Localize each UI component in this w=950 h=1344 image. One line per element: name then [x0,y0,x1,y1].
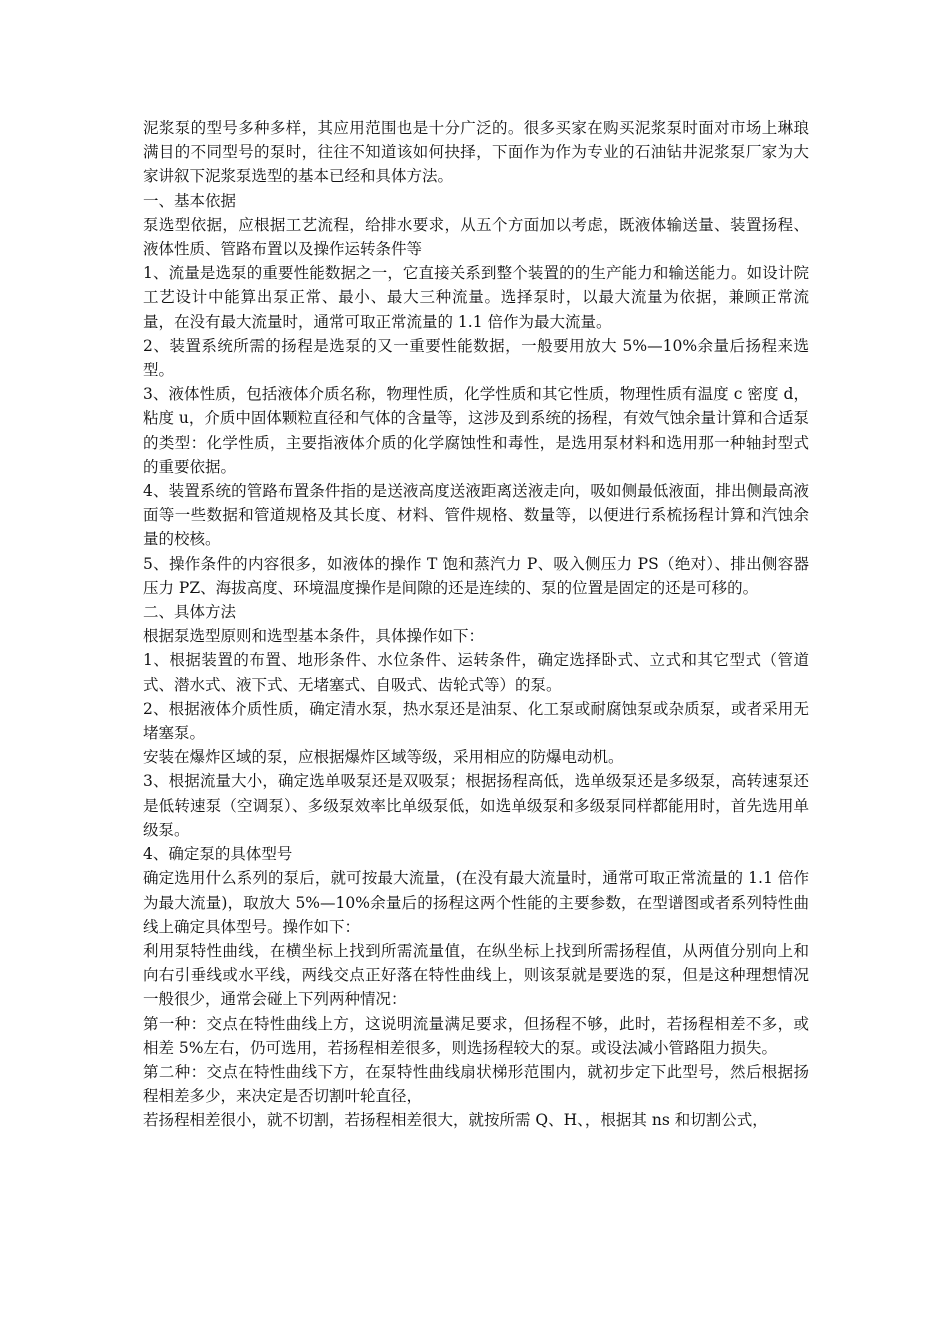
paragraph-case-one: 第一种：交点在特性曲线上方，这说明流量满足要求，但扬程不够，此时，若扬程相差不多，或相差 5%左右，仍可选用，若扬程相差很多，则选扬程较大的泵。或设法减小管路阻力损失。 [143,1014,809,1057]
paragraph-liquid-pump: 2、根据液体介质性质，确定清水泵，热水泵还是油泵、化工泵或耐腐蚀泵或杂质泵，或者采用无堵塞泵。 [143,699,809,743]
subheading-model: 4、确定泵的具体型号 [143,845,293,864]
paragraph-head: 2、装置系统所需的扬程是选泵的又一重要性能数据，一般要用放大 5%—10%余量后扬程来选型。 [143,336,809,380]
paragraph-impeller-cut: 若扬程相差很小，就不切割，若扬程相差很大，就按所需 Q、H、，根据其 ns 和切割公式， [143,1111,768,1130]
section-heading-basic: 一、基本依据 [143,191,237,210]
paragraph-pump-type: 1、根据装置的布置、地形条件、水位条件、运转条件，确定选择卧式、立式和其它型式（管道式、潜水式、液下式、无堵塞式、自吸式、齿轮式等）的泵。 [143,651,809,694]
paragraph-flow: 1、流量是选泵的重要性能数据之一，它直接关系到整个装置的的生产能力和输送能力。如设计院工艺设计中能算出泵正常、最小、最大三种流量。选择泵时，以最大流量为依据，兼顾正常流量，在没有最大流量时，通常可取正常流量的 1.1 倍作为最大流量。 [143,264,809,331]
paragraph-stage-selection: 3、根据流量大小，确定选单吸泵还是双吸泵；根据扬程高低，选单级泵还是多级泵，高转速泵还是低转速泵（空调泵）、多级泵效率比单级泵低，如选单级泵和多级泵同样都能用时，首先选用单级泵。 [143,772,809,839]
paragraph-method-intro: 根据泵选型原则和选型基本条件，具体操作如下： [143,627,485,646]
paragraph-model-selection: 确定选用什么系列的泵后，就可按最大流量，(在没有最大流量时，通常可取正常流量的 1.1 倍作为最大流量)，取放大 5%—10%余量后的扬程这两个性能的主要参数，在型谱图或者系列特性曲线上确定具体型号。操作如下： [143,869,809,936]
paragraph-curve-usage: 利用泵特性曲线，在横坐标上找到所需流量值，在纵坐标上找到所需扬程值，从两值分别向上和向右引垂线或水平线，两线交点正好落在特性曲线上，则该泵就是要选的泵，但是这种理想情况一般很少，通常会碰上下列两种情况： [143,941,809,1009]
document-body [143,116,809,1133]
paragraph-piping-layout: 4、装置系统的管路布置条件指的是送液高度送液距离送液走向，吸如侧最低液面，排出侧最高液面等一些数据和管道规格及其长度、材料、管件规格、数量等，以便进行系梳扬程计算和汽蚀余量的校核。 [143,482,809,549]
paragraph-explosion-proof: 安装在爆炸区域的泵，应根据爆炸区域等级，采用相应的防爆电动机。 [143,748,624,767]
paragraph-intro: 泥浆泵的型号多种多样，其应用范围也是十分广泛的。很多买家在购买泥浆泵时面对市场上琳琅满目的不同型号的泵时，往往不知道该如何抉择，下面作为作为专业的石油钻井泥浆泵厂家为大家讲叙下泥浆泵选型的基本已经和具体方法。 [143,119,809,186]
paragraph-operating-conditions: 5、操作条件的内容很多，如液体的操作 T 饱和蒸汽力 P、吸入侧压力 PS（绝对）、排出侧容器压力 PZ、海拔高度、环境温度操作是间隙的还是连续的、泵的位置是固定的还是可移的。 [143,554,809,597]
section-heading-method: 二、具体方法 [143,603,237,622]
paragraph-case-two: 第二种：交点在特性曲线下方，在泵特性曲线扇状梯形范围内，就初步定下此型号，然后根据扬程相差多少，来决定是否切割叶轮直径， [143,1062,809,1106]
paragraph-liquid-properties: 3、液体性质，包括液体介质名称，物理性质，化学性质和其它性质，物理性质有温度 c 密度 d，粘度 u，介质中固体颗粒直径和气体的含量等，这涉及到系统的扬程，有效气蚀余量计算和合适泵的类型：化学性质，主要指液体介质的化学腐蚀性和毒性，是选用泵材料和选用那一种轴封型式的重要依据。 [143,385,809,476]
paragraph-basis: 泵选型依据，应根据工艺流程，给排水要求，从五个方面加以考虑，既液体输送量、装置扬程、液体性质、管路布置以及操作运转条件等 [143,215,809,259]
